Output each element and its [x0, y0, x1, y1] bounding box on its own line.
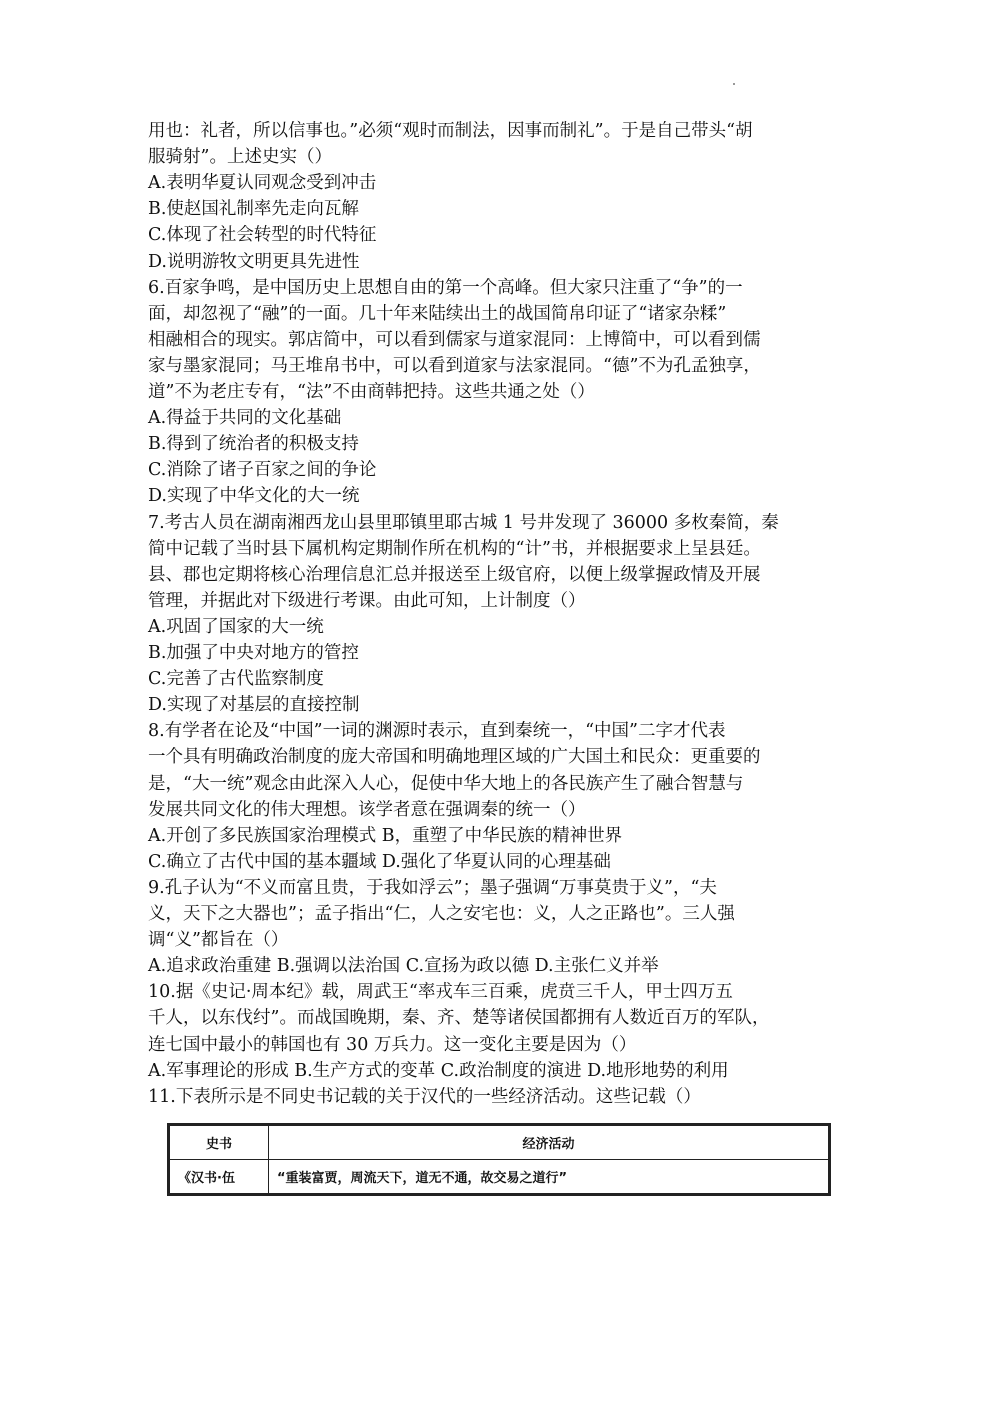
table-header-activity: 经济活动 — [269, 1125, 830, 1160]
economic-activities-table — [167, 1123, 831, 1196]
text-line: B.使赵国礼制率先走向瓦解 — [148, 199, 359, 220]
text-line: D.说明游牧文明更具先进性 — [148, 251, 360, 272]
text-line: B.得到了统治者的积极支持 — [148, 434, 359, 455]
text-line: 10.据《史记·周本纪》载，周武王“率戎车三百乘，虎贲三千人，甲士四万五 — [148, 982, 733, 1003]
text-line: A.开创了多民族国家治理模式 B，重塑了中华民族的精神世界 — [148, 825, 623, 846]
table-row — [169, 1160, 830, 1195]
text-line: 义，天下之大器也”；孟子指出“仁，人之安宅也：义，人之正路也”。三人强 — [148, 904, 735, 924]
text-line: D.实现了对基层的直接控制 — [148, 695, 360, 716]
text-line: B.加强了中央对地方的管控 — [148, 643, 359, 663]
text-line: A.巩固了国家的大一统 — [148, 616, 324, 637]
text-line: 9.孔子认为“不义而富且贵，于我如浮云”；墨子强调“万事莫贵于义”，“夫 — [148, 877, 717, 898]
text-line: 简中记载了当时县下属机构定期制作所在机构的“计”书，并根据要求上呈县廷。 — [148, 538, 761, 559]
scan-speck — [733, 83, 735, 85]
text-line: 调“义”都旨在（） — [148, 930, 289, 951]
table-cell-book: 《汉书·伍 — [169, 1160, 269, 1195]
text-line: 是，“大一统”观念由此深入人心，促使中华大地上的各民族产生了融合智慧与 — [148, 773, 744, 794]
text-line: 面，却忽视了“融”的一面。几十年来陆续出土的战国简帛印证了“诸家杂糅” — [148, 303, 727, 324]
text-line: A.军事理论的形成 B.生产方式的变革 C.政治制度的演进 D.地形地势的利用 — [148, 1060, 729, 1081]
text-line: 相融相合的现实。郭店简中，可以看到儒家与道家混同：上博简中，可以看到儒 — [148, 329, 761, 350]
text-line: C.消除了诸子百家之间的争论 — [148, 460, 377, 481]
text-line: 管理，并据此对下级进行考课。由此可知，上计制度（） — [148, 590, 586, 611]
text-line: C.完善了古代监察制度 — [148, 669, 324, 690]
text-line: D.实现了中华文化的大一统 — [148, 486, 360, 507]
text-line: A.表明华夏认同观念受到冲击 — [148, 173, 377, 194]
table-cell-activity: “重装富贾，周流天下，道无不通，故交易之道行” — [269, 1160, 830, 1195]
table-header-book: 史书 — [169, 1125, 269, 1160]
text-line: 千人，以东伐纣”。而战国晚期，秦、齐、楚等诸侯国都拥有人数近百万的军队， — [148, 1008, 770, 1029]
text-line: 6.百家争鸣，是中国历史上思想自由的第一个高峰。但大家只注重了“争”的一 — [148, 277, 743, 298]
text-line: C.体现了社会转型的时代特征 — [148, 225, 377, 246]
table-header-row — [169, 1125, 830, 1160]
text-line: 11.下表所示是不同史书记载的关于汉代的一些经济活动。这些记载（） — [148, 1086, 701, 1107]
text-line: 县、郡也定期将核心治理信息汇总并报送至上级官府，以便上级掌握政情及开展 — [148, 564, 761, 585]
text-line: 7.考古人员在湖南湘西龙山县里耶镇里耶古城 1 号井发现了 36000 多枚秦简，秦 — [148, 512, 779, 533]
text-line: A.得益于共同的文化基础 — [148, 408, 342, 429]
text-line: 发展共同文化的伟大理想。该学者意在强调秦的统一（） — [148, 799, 586, 820]
text-line: A.追求政治重建 B.强调以法治国 C.宣扬为政以德 D.主张仁义并举 — [148, 956, 659, 977]
text-line: 8.有学者在论及“中国”一词的渊源时表示，直到秦统一，“中国”二字才代表 — [148, 721, 726, 742]
text-line: 用也：礼者，所以信事也。”必须“观时而制法，因事而制礼”。于是自己带头“胡 — [148, 121, 753, 141]
text-line: 家与墨家混同；马王堆帛书中，可以看到道家与法家混同。“德”不为孔孟独享， — [148, 355, 761, 376]
text-line: 连七国中最小的韩国也有 30 万兵力。这一变化主要是因为（） — [148, 1034, 637, 1055]
text-line: 道”不为老庄专有，“法”不由商韩把持。这些共通之处（） — [148, 382, 595, 402]
text-line: C.确立了古代中国的基本疆域 D.强化了华夏认同的心理基础 — [148, 851, 611, 872]
text-line: 服骑射”。上述史实（） — [148, 147, 332, 168]
text-line: 一个具有明确政治制度的庞大帝国和明确地理区域的广大国土和民众：更重要的 — [148, 747, 761, 768]
